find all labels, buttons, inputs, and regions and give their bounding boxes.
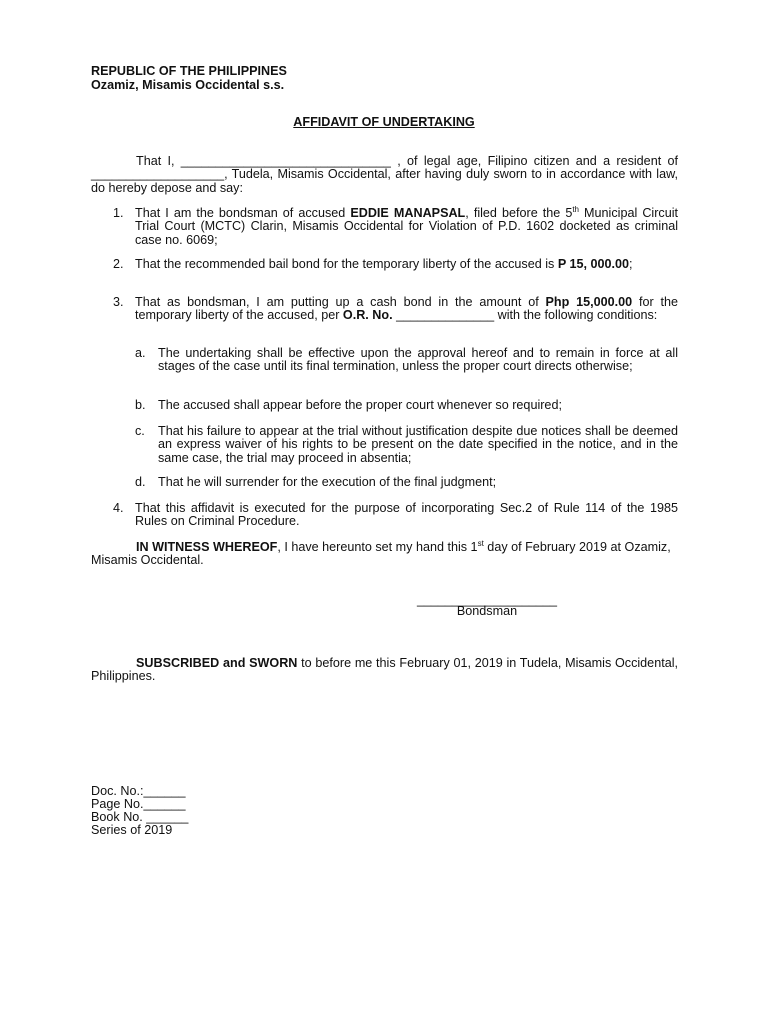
item-text: That as bondsman, I am putting up a cash bond in the amount of Php 15,000.00 for the temporary liberty of the accused, per O.R. No. ______________ with the following conditions: <box>135 295 678 323</box>
condition-item <box>135 425 678 465</box>
list-item <box>113 204 678 247</box>
list-item <box>113 502 678 529</box>
item-text: That I am the bondsman of accused EDDIE MANAPSAL, filed before the 5th Municipal Circuit Trial Court (MCTC) Clarin, Misamis Occidental for Violation of P.D. 1602 docketed as criminal case no. 6069; <box>135 204 678 247</box>
condition-letter: c. <box>135 424 145 438</box>
item-text: That the recommended bail bond for the temporary liberty of the accused is P 15, 000.00; <box>135 257 633 271</box>
condition-item <box>135 399 678 412</box>
condition-item <box>135 347 678 374</box>
series-year: Series of 2019 <box>91 823 173 837</box>
condition-text: The undertaking shall be effective upon the approval hereof and to remain in force at all stages of the case until its final termination, unless the proper court directs otherwise; <box>158 346 678 374</box>
condition-text: The accused shall appear before the proper court whenever so required; <box>158 398 562 412</box>
header-republic: REPUBLIC OF THE PHILIPPINES <box>91 64 287 78</box>
item-text: That this affidavit is executed for the purpose of incorporating Sec.2 of Rule 114 of the 1985 Rules on Criminal Procedure. <box>135 501 678 529</box>
condition-letter: d. <box>135 475 146 489</box>
document-title: AFFIDAVIT OF UNDERTAKING <box>293 115 475 129</box>
doc-number: Doc. No.:______ <box>91 784 186 798</box>
item-number: 4. <box>113 501 124 515</box>
jurat-paragraph: SUBSCRIBED and SWORN to before me this February 01, 2019 in Tudela, Misamis Occidental, Philippines. <box>91 656 678 684</box>
list-item <box>113 296 678 323</box>
page-number: Page No.______ <box>91 797 186 811</box>
header-venue: Ozamiz, Misamis Occidental s.s. <box>91 78 285 92</box>
condition-item <box>135 476 678 489</box>
intro-paragraph: That I, ______________________________ , of legal age, Filipino citizen and a resident of ___________________, Tudela, Misamis Occidental, after having duly sworn to in accordance with law, do hereby depose and say: <box>91 154 678 195</box>
item-number: 3. <box>113 295 124 309</box>
condition-letter: b. <box>135 398 146 412</box>
list-item <box>113 258 678 271</box>
condition-text: That his failure to appear at the trial without justification despite due notices shall be deemed an express waiver of his rights to be present on the date specified in the notice, and in the same case, the trial may proceed in absentia; <box>158 424 678 465</box>
item-number: 2. <box>113 257 124 271</box>
condition-text: That he will surrender for the execution of the final judgment; <box>158 475 497 489</box>
book-number: Book No. ______ <box>91 810 189 824</box>
signature-line: ____________________ <box>416 593 558 607</box>
signature-label: Bondsman <box>456 604 518 618</box>
witness-clause: IN WITNESS WHEREOF, I have hereunto set my hand this 1st day of February 2019 at Ozamiz, Misamis Occidental. <box>91 538 671 568</box>
condition-letter: a. <box>135 346 146 360</box>
item-number: 1. <box>113 206 124 220</box>
